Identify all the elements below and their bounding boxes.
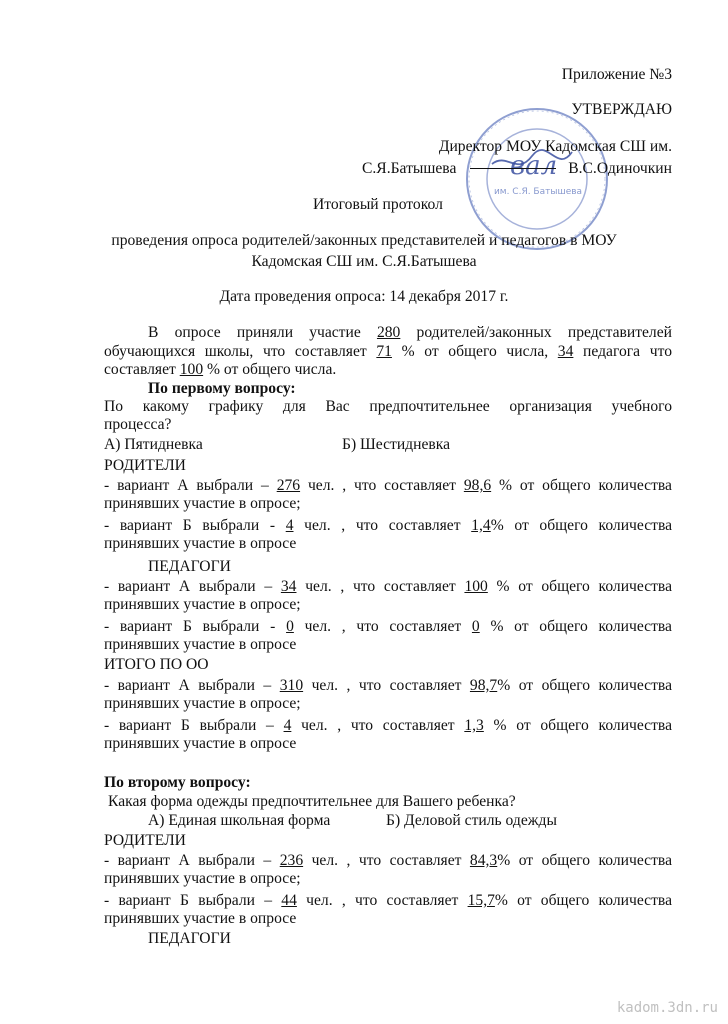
intro-line-1: В опросе приняли участие 280 родителей/законных представителей	[148, 324, 672, 341]
q1-total-b-cont: принявших участие в опросе	[104, 735, 297, 752]
survey-date: Дата проведения опроса: 14 декабря 2017 г.	[219, 288, 509, 305]
site-watermark: kadom.3dn.ru	[616, 1000, 718, 1016]
q1-option-a: А) Пятидневка	[104, 436, 203, 453]
q1-parents-label: РОДИТЕЛИ	[104, 457, 186, 474]
stamp-signature: вал	[510, 151, 558, 181]
q1-teachers-label: ПЕДАГОГИ	[148, 558, 231, 575]
q1-teachers-b-cont: принявших участие в опросе	[104, 636, 297, 653]
q1-heading: По первому вопросу:	[148, 380, 296, 397]
q2-question: Какая форма одежды предпочтительнее для Вашего ребенка?	[108, 793, 516, 810]
q2-parents-label: РОДИТЕЛИ	[104, 832, 186, 849]
q1-parents-b: - вариант Б выбрали - 4 чел. , что составляет 1,4% от общего количества	[104, 517, 673, 534]
intro-line-3: составляет 100 % от общего числа.	[104, 361, 337, 378]
director-name: В.С.Одиночкин	[568, 160, 672, 177]
director-school-name: С.Я.Батышева	[362, 160, 457, 177]
q2-teachers-label: ПЕДАГОГИ	[148, 930, 231, 947]
director-line: Директор МОУ Кадомская СШ им.	[438, 138, 672, 155]
q1-total-a: - вариант А выбрали – 310 чел. , что составляет 98,7% от общего количества	[104, 677, 672, 694]
stamp-inner-text: им. С.Я. Батышева	[493, 187, 583, 197]
q1-parents-a-cont: принявших участие в опросе;	[104, 495, 301, 512]
intro-line-2: обучающихся школы, что составляет 71 % от общего числа, 34 педагога что	[104, 343, 672, 360]
q1-question-1: По какому графику для Вас предпочтительнее организация учебного	[104, 398, 672, 415]
q2-parents-b: - вариант Б выбрали – 44 чел. , что составляет 15,7% от общего количества	[104, 892, 672, 909]
q1-total-a-cont: принявших участие в опросе;	[104, 695, 301, 712]
q1-question-2: процесса?	[104, 416, 172, 433]
q1-parents-b-cont: принявших участие в опросе	[104, 535, 297, 552]
q1-total-label: ИТОГО ПО ОО	[104, 656, 209, 673]
protocol-subtitle-1: проведения опроса родителей/законных представителей и педагогов в МОУ	[111, 232, 617, 249]
protocol-title: Итоговый протокол	[313, 196, 443, 213]
q1-teachers-a: - вариант А выбрали – 34 чел. , что составляет 100 % от общего количества	[104, 578, 673, 595]
approve-label: УТВЕРЖДАЮ	[571, 101, 672, 118]
q2-parents-b-cont: принявших участие в опросе	[104, 910, 297, 927]
signature-line	[470, 168, 556, 169]
protocol-subtitle-2: Кадомская СШ им. С.Я.Батышева	[251, 253, 477, 270]
q2-option-b: Б) Деловой стиль одежды	[386, 812, 557, 829]
appendix-label: Приложение №3	[561, 66, 672, 83]
q1-option-b: Б) Шестидневка	[342, 436, 450, 453]
q2-parents-a-cont: принявших участие в опросе;	[104, 870, 301, 887]
q1-teachers-b: - вариант Б выбрали - 0 чел. , что составляет 0 % от общего количества	[104, 618, 672, 635]
q2-option-a: А) Единая школьная форма	[148, 812, 331, 829]
q1-total-b: - вариант Б выбрали – 4 чел. , что составляет 1,3 % от общего количества	[104, 717, 673, 734]
q2-parents-a: - вариант А выбрали – 236 чел. , что составляет 84,3% от общего количества	[104, 852, 672, 869]
q2-heading: По второму вопросу:	[104, 774, 251, 791]
q1-teachers-a-cont: принявших участие в опросе;	[104, 596, 301, 613]
parents-participants: 280	[376, 324, 401, 341]
q1-parents-a: - вариант А выбрали – 276 чел. , что составляет 98,6 % от общего количества	[104, 477, 672, 494]
